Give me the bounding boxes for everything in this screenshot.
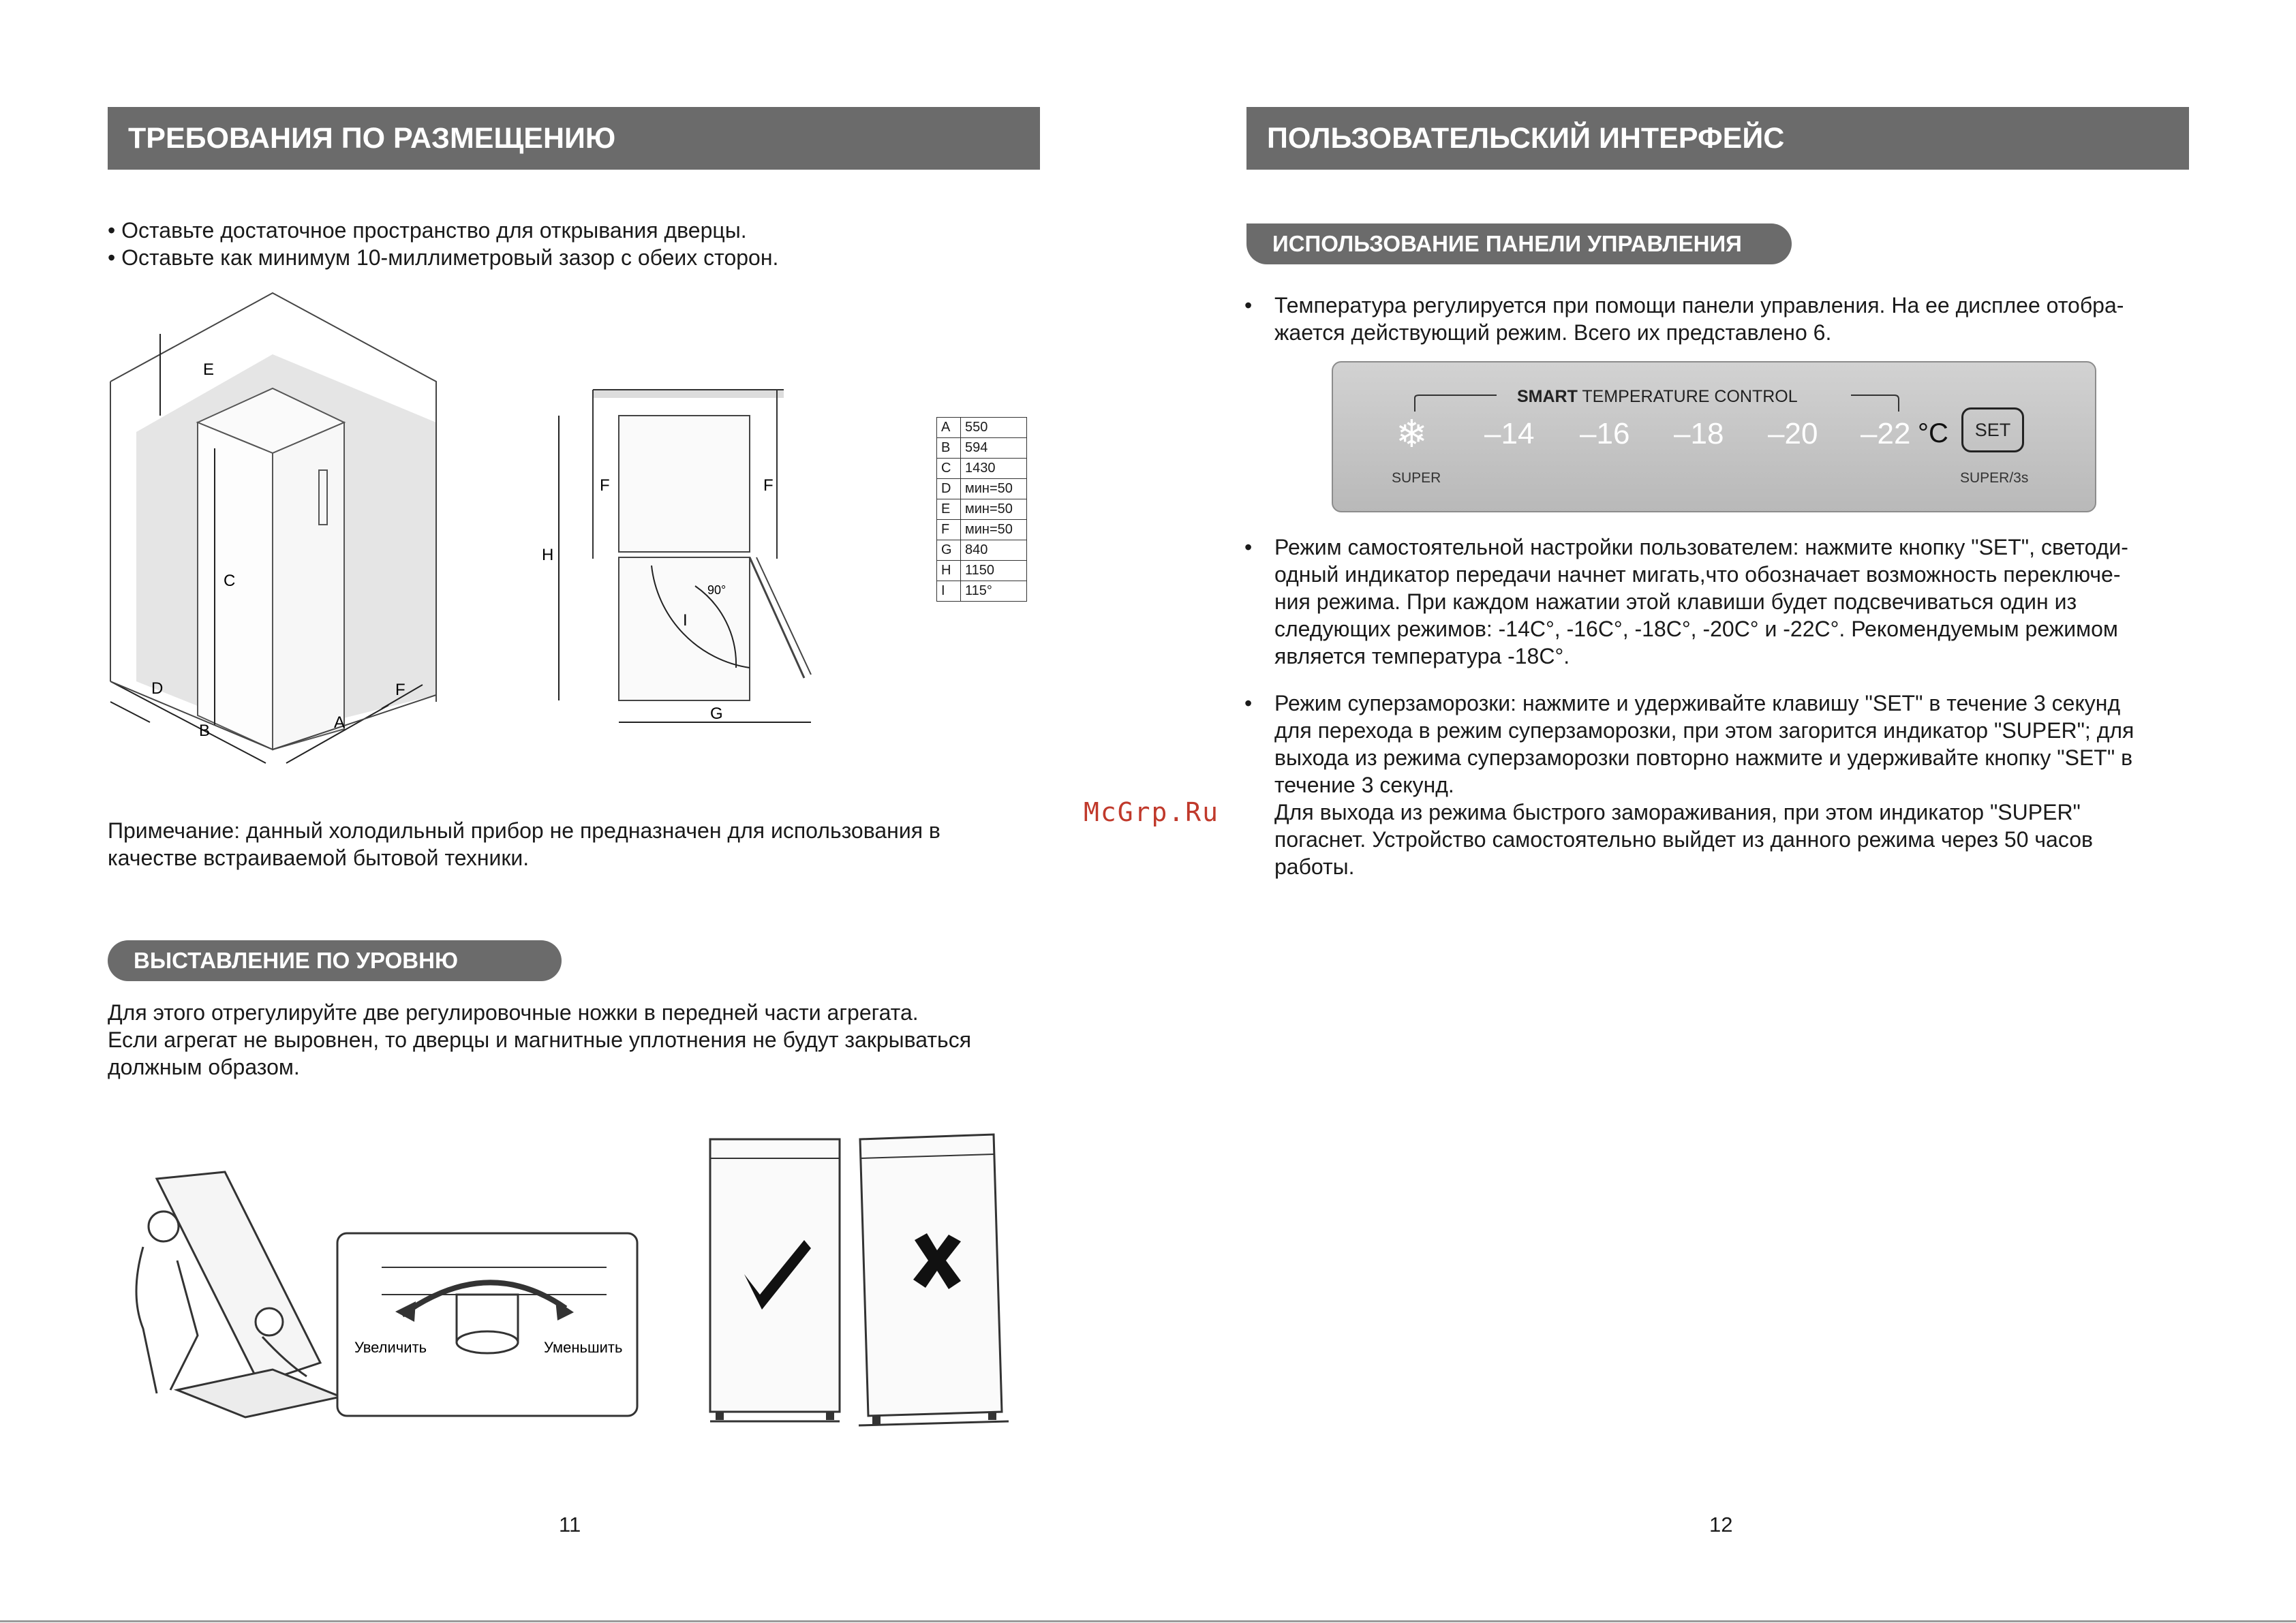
label-e: E <box>203 360 215 379</box>
superfreeze-line: течение 3 секунд. <box>1274 773 1454 797</box>
set-button[interactable]: SET <box>1961 407 2024 452</box>
label-f: F <box>395 681 405 699</box>
placement-bullets <box>108 217 778 271</box>
leveling-line: должным образом. <box>108 1055 300 1079</box>
dimension-value: 1430 <box>961 459 1027 479</box>
leveling-text <box>108 999 971 1081</box>
dimension-row <box>937 459 1027 479</box>
smart-rest: TEMPERATURE CONTROL <box>1582 387 1798 406</box>
label-h: H <box>542 546 554 564</box>
superfreeze-line: Режим суперзаморозки: нажмите и удерживайте клавишу "SET" в течение 3 секунд <box>1274 691 2121 715</box>
dimension-key: G <box>937 540 961 561</box>
label-f-right: F <box>763 476 774 495</box>
superfreeze-line: для перехода в режим суперзаморозки, при этом загорится индикатор "SUPER"; для <box>1274 718 2134 743</box>
dimension-row <box>937 540 1027 561</box>
label-i: I <box>683 611 688 630</box>
dimension-value: 550 <box>961 418 1027 438</box>
smart-bold: SMART <box>1517 387 1578 406</box>
dimension-row <box>937 499 1027 520</box>
superfreeze-line: погаснет. Устройство самостоятельно выйдет из данного режима через 50 часов <box>1274 827 2093 852</box>
bottom-rule <box>0 1620 2296 1622</box>
bullet-side-gap: • Оставьте как минимум 10-миллиметровый зазор с обеих сторон. <box>108 245 779 270</box>
page-number-left: 11 <box>559 1513 581 1536</box>
leveling-line: Если агрегат не выровнен, то дверцы и магнитные уплотнения не будут закрываться <box>108 1027 972 1052</box>
dimension-key: H <box>937 561 961 581</box>
dimension-key: B <box>937 438 961 459</box>
snowflake-icon[interactable]: ❄ <box>1396 412 1428 455</box>
label-d: D <box>151 679 164 698</box>
super-label: SUPER <box>1392 470 1441 486</box>
smart-temperature-control-label <box>1517 387 1798 407</box>
dimension-row <box>937 520 1027 540</box>
temp-22: –22 <box>1861 417 1911 450</box>
increase-label: Увеличить <box>354 1339 427 1356</box>
celsius-unit: °C <box>1918 418 1948 448</box>
placement-isometric-diagram <box>102 286 457 804</box>
temp-18: –18 <box>1674 417 1724 450</box>
dimension-value: мин=50 <box>961 479 1027 499</box>
mode-line: ния режима. При каждом нажатии этой клавиши будет подсвечиваться один из <box>1274 589 2077 614</box>
bullet-dot: • <box>1244 535 1253 559</box>
mode-line: одный индикатор передачи начнет мигать,что обозначает возможность переключе- <box>1274 562 2121 587</box>
section-title-placement: ТРЕБОВАНИЯ ПО РАЗМЕЩЕНИЮ <box>108 107 1040 170</box>
label-c: C <box>224 572 236 590</box>
dimension-row <box>937 479 1027 499</box>
dimension-value: 115° <box>961 581 1027 602</box>
temp-14: –14 <box>1484 417 1535 450</box>
intro-bullet <box>1244 292 2124 346</box>
dimension-key: F <box>937 520 961 540</box>
temp-20: –20 <box>1768 417 1818 450</box>
intro-line: жается действующий режим. Всего их представлено 6. <box>1274 320 1832 345</box>
dimension-row <box>937 561 1027 581</box>
super-3s-label: SUPER/3s <box>1960 470 2029 486</box>
door-alignment-comparison <box>702 1131 1022 1431</box>
superfreeze-line: выхода из режима суперзаморозки повторно нажмите и удерживайте кнопку "SET" в <box>1274 745 2133 770</box>
label-b: B <box>199 722 211 740</box>
dimension-row <box>937 418 1027 438</box>
section-title-leveling: ВЫСТАВЛЕНИЕ ПО УРОВНЮ <box>108 940 562 981</box>
note-block <box>108 817 940 871</box>
dimension-row <box>937 581 1027 602</box>
dimension-value: 1150 <box>961 561 1027 581</box>
label-angle: 90° <box>707 583 726 597</box>
label-f-left: F <box>600 476 610 495</box>
dimension-value: 840 <box>961 540 1027 561</box>
dimension-value: мин=50 <box>961 499 1027 520</box>
bullet-door-space: • Оставьте достаточное пространство для открывания дверцы. <box>108 218 747 243</box>
superfreeze-line: работы. <box>1274 854 1355 879</box>
dimensions-table <box>936 417 1027 602</box>
control-panel <box>1332 361 2096 512</box>
note-line: качестве встраиваемой бытовой техники. <box>108 846 530 870</box>
door-opening-diagram <box>532 382 852 729</box>
dimension-key: C <box>937 459 961 479</box>
dimension-key: E <box>937 499 961 520</box>
note-line: Примечание: данный холодильный прибор не предназначен для использования в <box>108 818 940 843</box>
custom-mode-bullet <box>1244 534 2128 670</box>
label-g: G <box>710 705 723 723</box>
subsection-title-control-panel: ИСПОЛЬЗОВАНИЕ ПАНЕЛИ УПРАВЛЕНИЯ <box>1246 223 1792 264</box>
superfreeze-line: Для выхода из режима быстрого замораживания, при этом индикатор "SUPER" <box>1274 800 2081 824</box>
leveling-illustration <box>116 1158 647 1424</box>
intro-line: Температура регулируется при помощи панели управления. На ее дисплее отобра- <box>1274 293 2124 318</box>
mode-line: Режим самостоятельной настройки пользователем: нажмите кнопку "SET", светоди- <box>1274 535 2128 559</box>
dimension-row <box>937 438 1027 459</box>
decrease-label: Уменьшить <box>544 1339 623 1356</box>
bullet-dot: • <box>1244 691 1253 715</box>
dimension-value: 594 <box>961 438 1027 459</box>
mode-line: является температура -18С°. <box>1274 644 1570 668</box>
bullet-dot: • <box>1244 293 1253 318</box>
section-title-interface: ПОЛЬЗОВАТЕЛЬСКИЙ ИНТЕРФЕЙС <box>1246 107 2189 170</box>
mode-line: следующих режимов: -14С°, -16С°, -18С°, -20С° и -22С°. Рекомендуемым режимом <box>1274 617 2118 641</box>
dimension-key: A <box>937 418 961 438</box>
dimension-key: D <box>937 479 961 499</box>
temp-16: –16 <box>1580 417 1630 450</box>
superfreeze-bullet <box>1244 690 2134 880</box>
dimension-key: I <box>937 581 961 602</box>
page-number-right: 12 <box>1709 1513 1733 1536</box>
label-a: A <box>334 713 346 732</box>
dimension-value: мин=50 <box>961 520 1027 540</box>
leveling-line: Для этого отрегулируйте две регулировочные ножки в передней части агрегата. <box>108 1000 919 1025</box>
watermark: McGrp.Ru <box>1084 797 1220 827</box>
